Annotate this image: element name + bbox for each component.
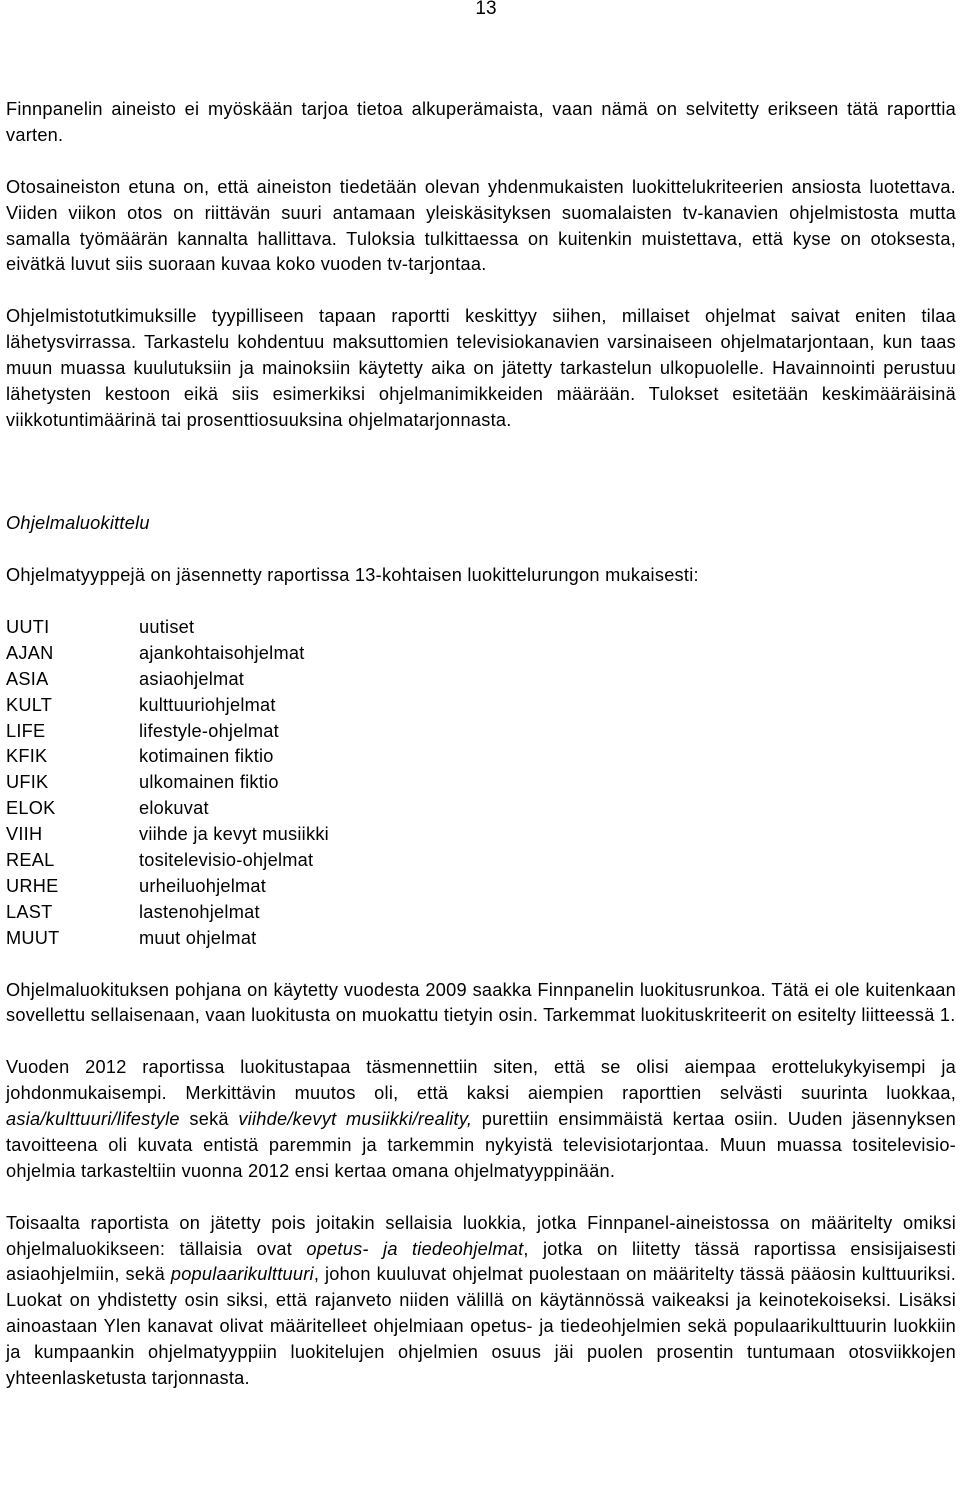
category-label: tositelevisio-ohjelmat — [139, 850, 314, 871]
paragraph-classification-basis: Ohjelmaluokituksen pohjana on käytetty vuodesta 2009 saakka Finnpanelin luokitusrunkoa. Tätä ei ole kuitenkaan sovellettu sellaisenaan, vaan luokitusta on muokattu tietyin osin. Tarkemmat luokituskriteerit on esitelty liitteessä 1. — [6, 979, 956, 1026]
category-item — [6, 770, 956, 796]
text-segment: Toisaalta raportista on jätetty pois joitakin sellaisia luokkia, jotka Finnpanel-aineistossa on määritelty omiksi ohjelmaluokikseen: tällaisia ovat — [6, 1212, 956, 1259]
category-item — [6, 848, 956, 874]
paragraph-report-focus: Ohjelmistotutkimuksille tyypilliseen tapaan raportti keskittyy siihen, millaiset ohjelmat saivat eniten tilaa lähetysvirrassa. Tarkastelu kohdentuu maksuttomien televisiokanavien varsinaiseen ohjelmatarjontaan, kun taas muun muassa kuulutuksiin ja mainoksiin käytetty aika on jätetty tarkastelun ulkopuolelle. Havainnointi perustuu lähetysten kestoon eikä siis esimerkiksi ohjelmanimikkeiden määrään. Tulokset esitetään keskimääräisinä viikkotuntimäärinä tai prosenttiosuuksina ohjelmatarjonnasta. — [6, 306, 956, 430]
category-label: kulttuuriohjelmat — [139, 694, 276, 715]
category-code: LAST — [6, 901, 53, 922]
text-segment: Vuoden 2012 raportissa luokitustapaa täsmennettiin siten, että se olisi aiempaa erottelukykyisempi ja johdonmukaisempi. Merkittävin muutos oli, että kaksi aiempien raporttien selvästi suurinta luokkaa, — [6, 1057, 956, 1104]
category-item — [6, 615, 956, 641]
category-label: elokuvat — [139, 798, 209, 819]
category-code: MUUT — [6, 927, 60, 948]
category-item — [6, 641, 956, 667]
category-code: LIFE — [6, 720, 46, 741]
category-item — [6, 719, 956, 745]
text-segment: , johon kuuluvat ohjelmat puolestaan on määritelty tässä pääosin kulttuuriksi. Luokat on yhdistetty osin siksi, että rajanveto niiden välillä on käytännössä vaikeaksi ja keinotekoiseksi. Lisäksi ainoastaan Ylen kanavat olivat määritelleet ohjelmiaan opetus- ja tiedeohjelmien sekä populaarikulttuurin luokkiin ja kumpaankin ohjelmatyyppiin luokitelujen ohjelmien osuus jäi puolen prosentin tuntumaan otosviikkojen yhteenlasketusta tarjonnasta. — [6, 1264, 957, 1389]
category-code: KULT — [6, 694, 53, 715]
category-label: viihde ja kevyt musiikki — [139, 824, 329, 845]
category-item — [6, 667, 956, 693]
category-code: KFIK — [6, 746, 48, 767]
category-label: muut ohjelmat — [139, 927, 257, 948]
category-label: uutiset — [139, 617, 195, 638]
category-item — [6, 822, 956, 848]
emphasis-text: populaarikulttuuri — [170, 1264, 314, 1285]
category-code: AJAN — [6, 642, 54, 663]
text-segment: sekä — [179, 1109, 239, 1130]
emphasis-text: asia/kulttuuri/lifestyle — [6, 1109, 180, 1130]
paragraph-data-source: Finnpanelin aineisto ei myöskään tarjoa tietoa alkuperämaista, vaan nämä on selvitetty erikseen tätä raporttia varten. — [6, 99, 956, 145]
page-content — [6, 97, 956, 1418]
section-spacer — [6, 460, 956, 512]
category-code: UFIK — [6, 772, 49, 793]
paragraph-classification-intro: Ohjelmatyyppejä on jäsennetty raportissa 13-kohtaisen luokittelurungon mukaisesti: — [6, 565, 699, 586]
emphasis-text: opetus- ja tiedeohjelmat — [306, 1238, 524, 1259]
paragraph-sample-advantages: Otosaineiston etuna on, että aineiston tiedetään olevan yhdenmukaisten luokittelukriteerien ansiosta luotettava. Viiden viikon otos on riittävän suuri antamaan yleiskäsityksen suomalaisten tv-kanavien ohjelmistosta mutta samalla työmäärän kannalta hallittava. Tuloksia tulkittaessa on kuitenkin muistettava, että kyse on otoksesta, eivätkä luvut siis suoraan kuvaa koko vuoden tv-tarjontaa. — [6, 176, 956, 275]
category-label: ajankohtaisohjelmat — [139, 642, 305, 663]
category-code: REAL — [6, 850, 55, 871]
category-code: UUTI — [6, 617, 50, 638]
text-segment: , jotka on liitetty tässä raportissa ensisijaisesti asiaohjelmiin, sekä — [6, 1238, 956, 1285]
text-segment: purettiin ensimmäistä kertaa osiin. Uuden jäsennyksen tavoitteena oli kuvata entistä paremmin ja tarkemmin nykyistä televisiotarjontaa. Muun muassa tositelevisio-ohjelmia tarkasteltiin vuonna 2012 ensi kertaa omana ohjelmatyyppinään. — [6, 1109, 957, 1181]
category-label: asiaohjelmat — [139, 668, 245, 689]
category-label: lifestyle-ohjelmat — [139, 720, 279, 741]
category-item — [6, 693, 956, 719]
category-label: urheiluohjelmat — [139, 875, 267, 896]
paragraph-omitted-classes — [6, 1211, 956, 1392]
category-code: ASIA — [6, 668, 49, 689]
category-item — [6, 796, 956, 822]
category-item — [6, 874, 956, 900]
category-list — [6, 615, 956, 952]
category-code: VIIH — [6, 824, 43, 845]
page-number: 13 — [475, 0, 497, 19]
category-label: kotimainen fiktio — [139, 746, 274, 767]
category-code: URHE — [6, 875, 59, 896]
emphasis-text: viihde/kevyt musiikki/reality, — [238, 1109, 473, 1130]
category-item — [6, 744, 956, 770]
section-heading: Ohjelmaluokittelu — [6, 513, 150, 534]
paragraph-classification-changes — [6, 1055, 956, 1185]
category-item — [6, 926, 956, 952]
category-item — [6, 900, 956, 926]
category-code: ELOK — [6, 798, 56, 819]
category-label: ulkomainen fiktio — [139, 772, 279, 793]
category-label: lastenohjelmat — [139, 901, 260, 922]
